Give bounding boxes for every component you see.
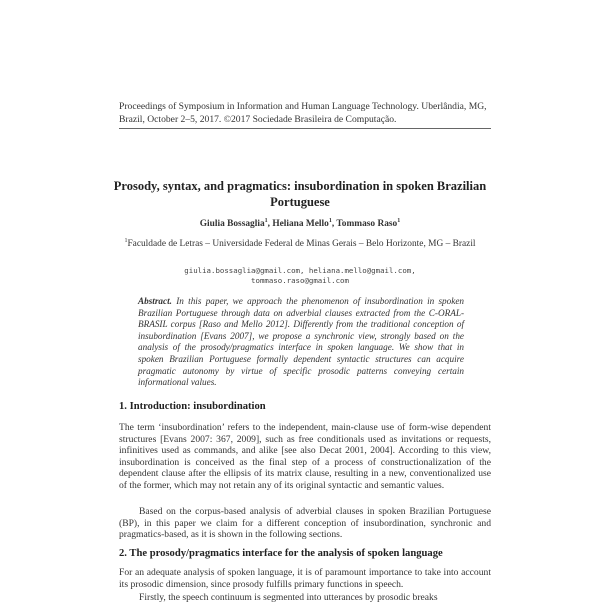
author-emails: giulia.bossaglia@gmail.com, heliana.mello@gmail.com, tommaso.raso@gmail.com: [184, 266, 416, 285]
header-rule: [119, 128, 491, 129]
author-name: Heliana Mello: [272, 219, 329, 229]
affiliation-mark: 1: [124, 237, 128, 244]
author-name: Giulia Bossaglia: [199, 219, 265, 229]
proceedings-header: Proceedings of Symposium in Information and Human Language Technology. Uberlândia, MG, Brazil, October 2–5, 2017. ©2017 Sociedade Brasileira de Computação.: [119, 101, 487, 125]
paragraph: The term ‘insubordination’ refers to the independent, main-clause use of form-wise dependent structures [Evans 2007: 367, 2009], such as free conditionals used as invitations or requests, infinitives used as commands, and alike [see also Decat 2001, 2004]. According to this view, insubordination is conceived as the final step of a process of constructionalization of the dependent clause after the ellipsis of its matrix clause, resulting in a new, conventionalized use of the former, which may not retain any of its original syntactic and semantic values.: [119, 422, 491, 491]
section-heading: 2. The prosody/pragmatics interface for the analysis of spoken language: [119, 548, 443, 559]
abstract: [138, 296, 464, 389]
paragraph: Based on the corpus-based analysis of adverbial clauses in spoken Brazilian Portuguese (BP), in this paper we claim for a different conception of insubordination, synchronic and pragmatics-based, as it is shown in the following sections.: [119, 506, 491, 540]
paper-title: Prosody, syntax, and pragmatics: insubordination in spoken Brazilian Portuguese: [113, 179, 487, 209]
author-affiliation-mark: 1: [328, 217, 332, 224]
author-list: [100, 219, 500, 229]
author-name: Tommaso Raso: [336, 219, 398, 229]
author-separator: ,: [267, 219, 273, 229]
affiliation-text: Faculdade de Letras – Universidade Federal de Minas Gerais – Belo Horizonte, MG – Brazil: [127, 239, 476, 249]
abstract-text: In this paper, we approach the phenomenon of insubordination in spoken Brazilian Portuguese through data on adverbial clauses extracted from the C-ORAL-BRASIL corpus [Raso and Mello 2012]. Differently from the traditional conception of insubordination [Evans 2007], we propose a synchronic view, strongly based on the analysis of the prosody/pragmatics interface in spoken language. We show that in spoken Brazilian Portuguese formally dependent syntactic structures can acquire pragmatic autonomy by virtue of specific prosodic patterns conveying certain informational values.: [138, 296, 464, 388]
affiliation: [118, 238, 482, 250]
paragraph: Firstly, the speech continuum is segmented into utterances by prosodic breaks: [139, 592, 438, 603]
abstract-label: Abstract.: [138, 296, 172, 306]
author-affiliation-mark: 1: [397, 217, 401, 224]
author-affiliation-mark: 1: [264, 217, 268, 224]
section-heading: 1. Introduction: insubordination: [119, 401, 266, 412]
paragraph: For an adequate analysis of spoken language, it is of paramount importance to take into account its prosodic dimension, since prosody fulfills primary functions in speech.: [119, 567, 491, 590]
author-separator: ,: [331, 219, 337, 229]
